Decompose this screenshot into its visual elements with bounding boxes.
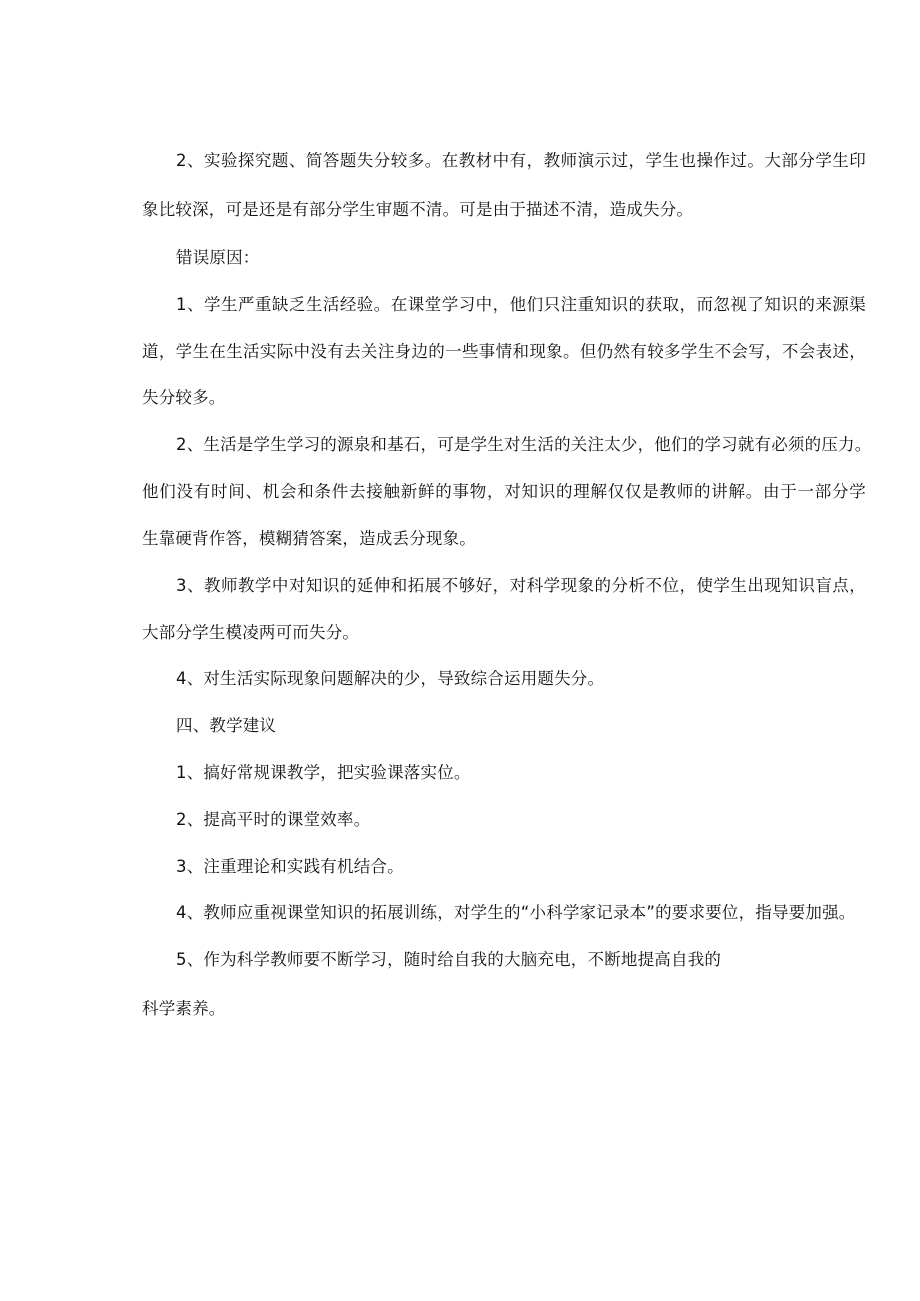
- paragraph-line: 2、实验探究题、简答题失分较多。在教材中有，教师演示过，学生也操作过。大部分学生印: [176, 151, 866, 170]
- paragraph-line: 3、教师教学中对知识的延伸和拓展不够好，对科学现象的分析不位，使学生出现知识盲点，: [176, 576, 866, 595]
- section-heading: 错误原因：: [176, 248, 260, 267]
- paragraph-line: 2、生活是学生学习的源泉和基石，可是学生对生活的关注太少，他们的学习就有必须的压力。: [176, 435, 872, 454]
- paragraph-line: 道，学生在生活实际中没有去关注身边的一些事情和现象。但仍然有较多学生不会写，不会表述，: [142, 342, 866, 361]
- section-heading: 四、教学建议: [176, 716, 277, 735]
- paragraph-line: 1、学生严重缺乏生活经验。在课堂学习中，他们只注重知识的获取，而忽视了知识的来源渠: [176, 295, 866, 314]
- list-item: 3、注重理论和实践有机结合。: [176, 857, 404, 876]
- list-item: 科学素养。: [142, 999, 226, 1018]
- list-item: 1、搞好常规课教学，把实验课落实位。: [176, 763, 471, 782]
- paragraph-line: 生靠硬背作答，模糊猜答案，造成丢分现象。: [142, 529, 476, 548]
- paragraph-line: 他们没有时间、机会和条件去接触新鲜的事物，对知识的理解仅仅是教师的讲解。由于一部分学: [142, 482, 866, 501]
- paragraph-line: 大部分学生模凌两可而失分。: [142, 623, 360, 642]
- list-item: 2、提高平时的课堂效率。: [176, 810, 371, 829]
- list-item: 5、作为科学教师要不断学习，随时给自我的大脑充电，不断地提高自我的: [176, 950, 722, 969]
- paragraph-line: 象比较深，可是还是有部分学生审题不清。可是由于描述不清，造成失分。: [142, 200, 694, 219]
- list-item: 4、教师应重视课堂知识的拓展训练，对学生的“小科学家记录本”的要求要位，指导要加强。: [176, 903, 856, 922]
- paragraph-line: 4、对生活实际现象问题解决的少，导致综合运用题失分。: [176, 669, 605, 688]
- paragraph-line: 失分较多。: [142, 388, 226, 407]
